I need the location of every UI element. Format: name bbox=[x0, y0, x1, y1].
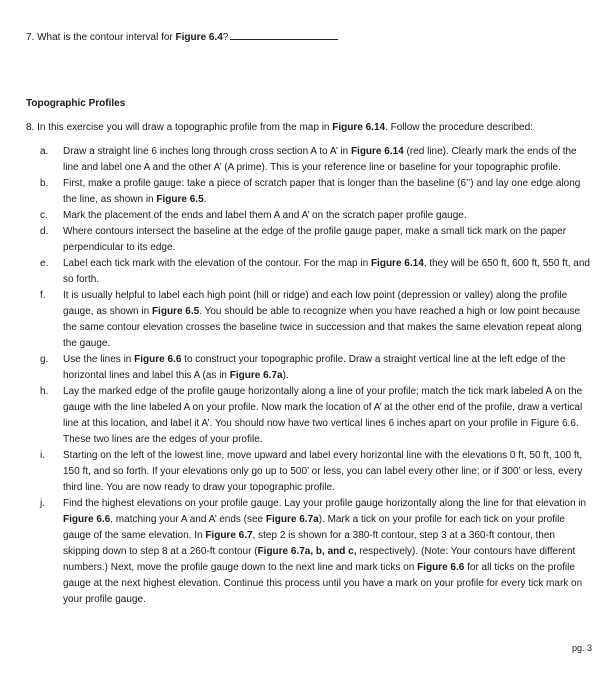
step-text bbox=[63, 256, 592, 288]
step-text-run: Starting on the left of the lowest line, move upward and label every horizontal line with the elevations 0 ft, 50 ft, 100 ft, 150 ft, and so forth. If your elevations only go up to 500’ or less, you can label every other line; or if 300’ or less, every third line. You are now ready to draw your topographic profile. bbox=[63, 450, 583, 493]
step-item bbox=[40, 496, 592, 608]
step-item bbox=[40, 288, 592, 352]
step-text-run: Label each tick mark with the elevation of the contour. For the map in bbox=[63, 258, 371, 269]
step-item bbox=[40, 448, 592, 496]
question-8-text: 8. In this exercise you will draw a topographic profile from the map in bbox=[26, 122, 333, 133]
step-text-run: to construct your topographic profile. Draw a straight vertical line at the left edge of the horizontal lines and label this A (as in bbox=[63, 354, 566, 381]
step-text-run: . You should be able to recognize when you have reached a high or low point because the same contour elevation crosses the baseline twice in succession and that makes the same elevation repeat along the gauge. bbox=[63, 306, 582, 349]
step-text-run: Lay the marked edge of the profile gauge horizontally along a line of your profile; match the tick mark labeled A on the gauge with the line labeled A on your profile. Now mark the location of A’ at the other end of the profile, draw a vertical line at this location, and label it A’. You should now have two vertical lines 6 inches apart on your profile in Figure 6.6. These two lines are the edges of your profile. bbox=[63, 386, 583, 445]
figure-ref: Figure 6.14 bbox=[370, 258, 424, 269]
figure-ref: Figure 6.6 bbox=[417, 562, 465, 573]
step-text-run: respectively). (Note: Your contours have different numbers.) Next, move the profile gauge down to the next line and mark ticks on bbox=[63, 546, 576, 573]
question-7 bbox=[26, 28, 338, 46]
page-number: pg. 3 bbox=[571, 643, 592, 653]
figure-ref: Figure 6.6 bbox=[134, 354, 182, 365]
question-7-suffix: ? bbox=[222, 32, 229, 43]
question-7-text: 7. What is the contour interval for bbox=[26, 32, 176, 43]
question-7-figure-ref: Figure 6.4 bbox=[175, 32, 223, 43]
figure-ref: Figure 6.7a bbox=[265, 514, 319, 525]
figure-ref: Figure 6.5 bbox=[156, 194, 204, 205]
step-text-run: . bbox=[203, 194, 207, 205]
figure-ref: Figure 6.7 bbox=[205, 530, 253, 541]
step-letter: c. bbox=[40, 210, 48, 221]
question-8-figure-ref: Figure 6.14 bbox=[332, 122, 386, 133]
figure-ref: Figure 6.6 bbox=[63, 514, 111, 525]
step-text bbox=[63, 448, 592, 496]
step-letter: a. bbox=[40, 146, 49, 157]
step-text-run: First, make a profile gauge: take a piece of scratch paper that is longer than the baseline (6’’) and lay one edge along the line, as shown in bbox=[63, 178, 581, 205]
figure-ref: Figure 6.14 bbox=[350, 146, 404, 157]
step-text-run: ). Mark a tick on your profile for each tick on your profile gauge of the same elevation. In bbox=[63, 514, 565, 541]
step-text-run: , matching your A and A’ ends (see bbox=[110, 514, 266, 525]
step-item bbox=[40, 224, 592, 256]
step-item bbox=[40, 256, 592, 288]
figure-ref: Figure 6.5 bbox=[151, 306, 200, 317]
step-text-run: Use the lines in bbox=[63, 354, 135, 365]
step-text-run: Find the highest elevations on your profile gauge. Lay your profile gauge horizontally along the line for that elevation in bbox=[63, 498, 587, 509]
section-heading: Topographic Profiles bbox=[26, 98, 126, 109]
step-text-run: ). bbox=[282, 370, 289, 381]
step-text-run: Where contours intersect the baseline at the edge of the profile gauge paper, make a small tick mark on the paper perpendicular to its edge. bbox=[63, 226, 567, 253]
step-text bbox=[63, 496, 592, 608]
step-item bbox=[40, 144, 592, 176]
step-text bbox=[63, 176, 592, 208]
figure-ref: Figure 6.7a bbox=[229, 370, 283, 381]
question-8 bbox=[26, 120, 533, 136]
step-text-run: It is usually helpful to label each high point (hill or ridge) and each low point (depression or valley) along the profile gauge, as shown in bbox=[63, 290, 568, 317]
step-letter: f. bbox=[40, 290, 46, 301]
step-text-run: Draw a straight line 6 inches long through cross section A to A’ in bbox=[63, 146, 351, 157]
step-item bbox=[40, 384, 592, 448]
answer-blank[interactable] bbox=[230, 28, 338, 40]
step-text bbox=[63, 288, 592, 352]
question-8-suffix: . Follow the procedure described: bbox=[385, 122, 533, 133]
step-text-run: for all ticks on the profile gauge at the next highest elevation. Continue this process until you have a mark on your profile for every tick mark on your profile gauge. bbox=[63, 562, 583, 605]
step-text bbox=[63, 352, 592, 384]
step-text-run: , they will be 650 ft, 600 ft, 550 ft, and so forth. bbox=[63, 258, 590, 285]
step-letter: b. bbox=[40, 178, 49, 189]
step-text bbox=[63, 144, 592, 176]
step-letter: g. bbox=[40, 354, 49, 365]
step-letter: i. bbox=[40, 450, 45, 461]
step-item bbox=[40, 176, 592, 208]
step-text bbox=[63, 384, 592, 448]
step-text-run: Mark the placement of the ends and label them A and A’ on the scratch paper profile gauge. bbox=[63, 210, 467, 221]
step-text bbox=[63, 208, 592, 224]
step-letter: e. bbox=[40, 258, 49, 269]
procedure-steps bbox=[40, 144, 592, 608]
step-item bbox=[40, 208, 592, 224]
step-text-run: , step 2 is shown for a 380-ft contour, step 3 at a 360-ft contour, then skipping down to step 8 at a 260-ft contour ( bbox=[63, 530, 555, 557]
step-letter: h. bbox=[40, 386, 49, 397]
step-letter: j. bbox=[40, 498, 45, 509]
step-text bbox=[63, 224, 592, 256]
step-text-run: (red line). Clearly mark the ends of the line and label one A and the other A’ (A prime). This is your reference line or baseline for your topographic profile. bbox=[63, 146, 577, 173]
figure-ref: Figure 6.7a, b, and c, bbox=[257, 546, 357, 557]
step-item bbox=[40, 352, 592, 384]
step-letter: d. bbox=[40, 226, 49, 237]
